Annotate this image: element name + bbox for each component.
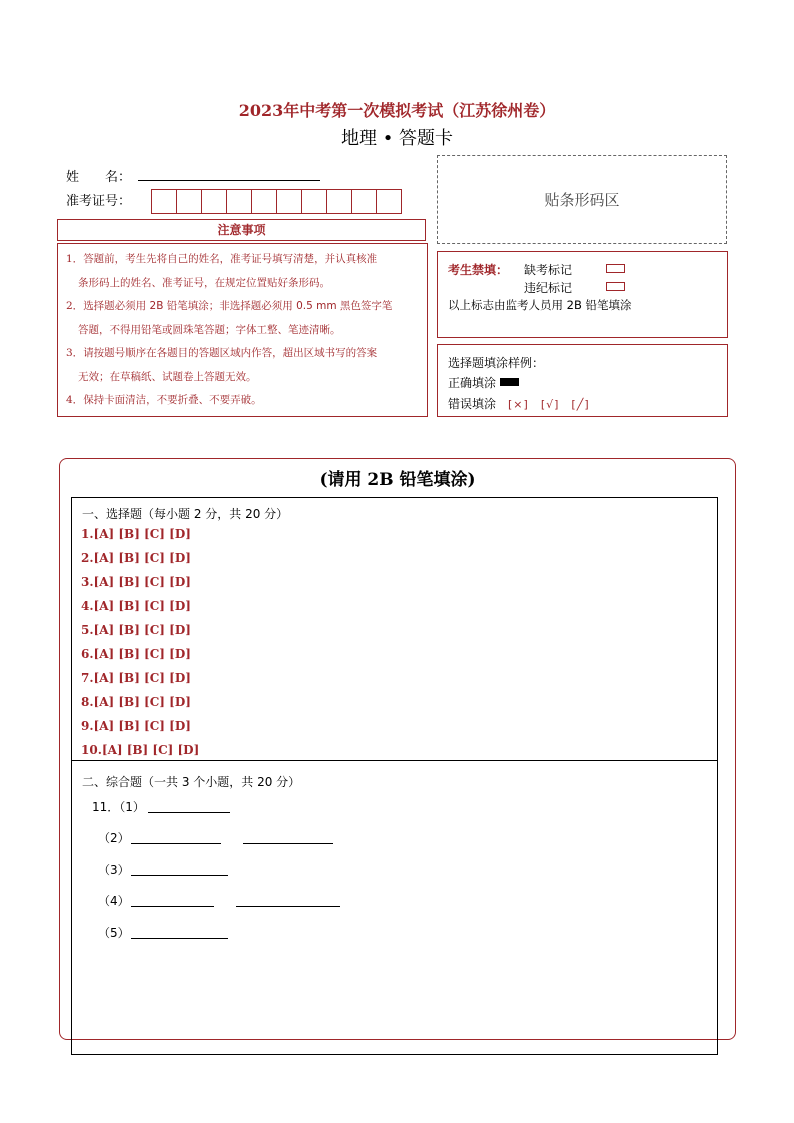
- question-row[interactable]: 6.[A] [B] [C] [D]: [81, 647, 191, 661]
- name-field[interactable]: [138, 180, 320, 181]
- question-row[interactable]: 1.[A] [B] [C] [D]: [81, 527, 191, 541]
- notice-item-cont: 无效；在草稿纸、试题卷上答题无效。: [78, 370, 257, 383]
- id-box[interactable]: [276, 189, 302, 214]
- forbidden-tip: 以上标志由监考人员用 2B 铅笔填涂: [448, 298, 632, 312]
- id-box[interactable]: [376, 189, 402, 214]
- barcode-area: 贴条形码区: [437, 155, 727, 244]
- part3-label: （3）: [98, 863, 130, 877]
- absent-mark-box[interactable]: [606, 264, 625, 273]
- question-row[interactable]: 5.[A] [B] [C] [D]: [81, 623, 191, 637]
- question-row[interactable]: 10.[A] [B] [C] [D]: [81, 743, 200, 757]
- part5-label: （5）: [98, 926, 130, 940]
- id-box[interactable]: [326, 189, 352, 214]
- answer-line[interactable]: [131, 938, 228, 939]
- section1-title: 一、选择题（每小题 2 分，共 20 分）: [82, 507, 289, 521]
- notice-heading: 注意事项: [57, 219, 426, 241]
- question-row[interactable]: 7.[A] [B] [C] [D]: [81, 671, 191, 685]
- forbidden-label: 考生禁填：: [448, 263, 509, 277]
- id-box[interactable]: [351, 189, 377, 214]
- section2-title: 二、综合题（一共 3 个小题，共 20 分）: [82, 775, 301, 789]
- name-label: 姓 名：: [66, 170, 132, 185]
- question-row[interactable]: 4.[A] [B] [C] [D]: [81, 599, 191, 613]
- notice-item: 4．保持卡面清洁，不要折叠、不要弄破。: [66, 394, 262, 406]
- fill-sample-box: [437, 344, 728, 417]
- q11-part1-label: 11．（1）: [92, 800, 145, 814]
- forbidden-box: [437, 251, 728, 338]
- section-divider: [71, 760, 717, 761]
- question-row[interactable]: 3.[A] [B] [C] [D]: [81, 575, 191, 589]
- notice-body: [57, 243, 428, 417]
- exam-subtitle: 地理 • 答题卡: [340, 128, 454, 149]
- id-box[interactable]: [176, 189, 202, 214]
- id-box[interactable]: [226, 189, 252, 214]
- answer-line[interactable]: [131, 843, 221, 844]
- answer-line[interactable]: [131, 906, 214, 907]
- part2-label: （2）: [98, 831, 130, 845]
- answer-line[interactable]: [243, 843, 333, 844]
- filled-mark-icon: [500, 378, 519, 386]
- notice-item: 2．选择题必须用 2B 铅笔填涂；非选择题必须用 0.5 mm 黑色签字笔: [66, 300, 393, 312]
- answer-line[interactable]: [131, 875, 228, 876]
- exam-title: 2023年中考第一次模拟考试（江苏徐州卷）: [238, 101, 556, 120]
- notice-item: 1．答题前，考生先将自己的姓名，准考证号填写清楚，并认真核准: [66, 253, 378, 265]
- violation-mark-box[interactable]: [606, 282, 625, 291]
- part4-label: （4）: [98, 894, 130, 908]
- sheet-title: (请用 2B 铅笔填涂): [319, 470, 476, 490]
- question-row[interactable]: 9.[A] [B] [C] [D]: [81, 719, 191, 733]
- notice-item: 3．请按题号顺序在各题目的答题区域内作答，超出区域书写的答案: [66, 347, 378, 359]
- id-box[interactable]: [301, 189, 327, 214]
- answer-line[interactable]: [148, 812, 230, 813]
- notice-item-cont: 答题，不得用铅笔或圆珠笔答题；字体工整、笔迹清晰。: [78, 323, 341, 336]
- id-box[interactable]: [251, 189, 277, 214]
- id-label: 准考证号：: [66, 194, 132, 209]
- correct-fill: 正确填涂: [448, 374, 519, 391]
- absent-label: 缺考标记: [524, 263, 573, 277]
- question-row[interactable]: 2.[A] [B] [C] [D]: [81, 551, 191, 565]
- notice-item-cont: 条形码上的姓名、准考证号，在规定位置贴好条形码。: [78, 276, 330, 289]
- answer-line[interactable]: [236, 906, 340, 907]
- id-number-boxes[interactable]: [152, 189, 402, 214]
- wrong-fill: 错误填涂 [×] [√] [╱]: [448, 397, 590, 411]
- violation-label: 违纪标记: [524, 281, 573, 295]
- question-row[interactable]: 8.[A] [B] [C] [D]: [81, 695, 191, 709]
- fill-sample-title: 选择题填涂样例：: [448, 356, 545, 370]
- id-box[interactable]: [201, 189, 227, 214]
- id-box[interactable]: [151, 189, 177, 214]
